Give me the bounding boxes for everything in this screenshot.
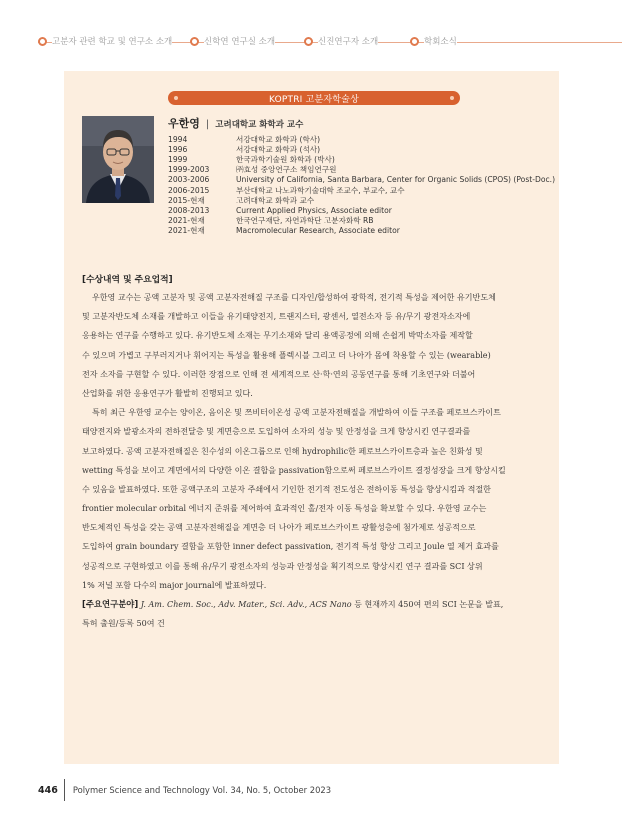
body-line: wetting 특성을 보이고 계면에서의 다양한 이온 결합을 passivation함으로써 페로브스카이트 결정성장을 크게 향상시킬	[82, 465, 506, 475]
career-year: 2021-현재	[168, 226, 205, 236]
career-desc: 고려대학교 화학과 교수	[236, 195, 315, 205]
page-number: 446	[38, 784, 58, 796]
achievements-section	[82, 272, 548, 633]
career-year: 2008-2013	[168, 205, 210, 215]
career-year: 2006-2015	[168, 185, 210, 195]
career-row	[168, 165, 555, 175]
career-row	[168, 144, 555, 154]
body-line: 성공적으로 구현하였고 이를 통해 유/무기 광전소자의 성능과 안정성을 획기적으로 향상시킨 연구 결과를 SCI 상위	[82, 561, 483, 571]
body-line: 도입하여 grain boundary 결함을 포함한 inner defect passivation, 전기적 특성 향상 그리고 Joule 열 제거 효과를	[82, 542, 499, 552]
career-list	[168, 134, 555, 236]
career-desc: 서강대학교 화학과 (학사)	[236, 134, 321, 144]
career-row	[168, 134, 555, 144]
career-desc: Current Applied Physics, Associate editor	[236, 205, 392, 215]
career-year: 2015-현재	[168, 195, 205, 205]
nav-item-label: 신학연 연구실 소개	[204, 37, 276, 47]
nav-bullet-icon	[38, 37, 47, 46]
body-line: 산업화를 위한 응용연구가 활발히 진행되고 있다.	[82, 388, 253, 398]
footer-divider	[64, 779, 65, 801]
career-desc: University of California, Santa Barbara, Center for Organic Solids (CPOS) (Post-Doc.)	[236, 175, 556, 185]
body-line: 전자 소자를 구현할 수 있다. 이러한 장점으로 인해 전 세계적으로 산·학·연의 공동연구를 통해 기초연구와 더불어	[82, 369, 476, 379]
body-line: 반도체적인 특성을 갖는 공액 고분자전해질을 계면층 더 나아가 페로브스카이트 광활성층에 첨가제로 성공적으로	[82, 523, 476, 533]
profile-photo	[82, 116, 154, 203]
career-year: 2003-2006	[168, 175, 210, 185]
career-row	[168, 216, 555, 226]
career-row	[168, 154, 555, 164]
body-line: 특허 출원/등록 50여 건	[82, 619, 165, 629]
career-year: 2021-현재	[168, 216, 205, 226]
body-line: 우한영 교수는 공액 고분자 및 공액 고분자전해질 구조를 디자인/합성하여 광학적, 전기적 특성을 제어한 유기반도체	[92, 293, 496, 302]
research-text: 등 현재까지 450여 편의 SCI 논문을 발표,	[351, 600, 504, 609]
nav-item-label: 신진연구자 소개	[318, 37, 379, 47]
career-row	[168, 185, 555, 195]
award-banner	[168, 91, 460, 105]
body-line: 및 고분자반도체 소재를 개발하고 이들을 유기태양전지, 트랜지스터, 광센서, 열전소자 등 유/무기 광전자소자에	[82, 312, 471, 322]
career-year: 1999-2003	[168, 165, 210, 175]
section-heading: [수상내역 및 주요업적]	[82, 275, 173, 285]
page-footer	[38, 782, 331, 798]
body-line: 특히 최근 우한영 교수는 양이온, 음이온 및 쯔비터이온성 공액 고분자전해질을 개발하여 이들 구조를 페로브스카이트	[92, 408, 501, 418]
nav-item-new-researchers[interactable]	[304, 33, 378, 49]
body-line: 1% 저널 포함 다수의 major journal에 발표하였다.	[82, 580, 267, 590]
nav-item-industry-labs[interactable]	[190, 33, 275, 49]
top-navigation	[0, 0, 622, 56]
career-desc: 서강대학교 화학과 (석사)	[236, 144, 321, 154]
career-year: 1999	[168, 154, 188, 164]
career-desc: 한국연구재단, 자연과학단 고분자화학 RB	[236, 216, 374, 226]
nav-bullet-icon	[190, 37, 199, 46]
banner-dot-icon	[174, 96, 178, 100]
body-line: 수 있음을 발표하였다. 또한 공액구조의 고분자 주쇄에서 기인한 전기적 전도성은 전하이동 특성을 향상시킴과 적절한	[82, 484, 491, 494]
nav-item-society-news[interactable]	[410, 33, 457, 49]
body-line: 태양전지와 발광소자의 전하전달층 및 계면층으로 도입하여 소자의 성능 및 안정성을 크게 향상시킨 연구결과를	[82, 427, 471, 437]
career-row	[168, 195, 555, 205]
person-affiliation: 고려대학교 화학과 교수	[215, 120, 304, 130]
journal-citation: Polymer Science and Technology Vol. 34, No. 5, October 2023	[72, 785, 332, 795]
nav-item-labs[interactable]	[38, 33, 172, 49]
nav-bullet-icon	[410, 37, 419, 46]
person-name: 우한영	[168, 117, 200, 130]
award-panel	[64, 71, 559, 764]
profile-heading	[168, 115, 303, 131]
career-year: 1996	[168, 144, 188, 154]
career-row	[168, 226, 555, 236]
research-line	[82, 595, 548, 614]
banner-dot-icon	[450, 96, 454, 100]
body-line: 수 있으며 가볍고 구부러지거나 휘어지는 특성을 활용해 플렉시블 그리고 더 나아가 몸에 착용할 수 있는 (wearable)	[82, 350, 491, 360]
career-year: 1994	[168, 134, 188, 144]
nav-item-label: 학회소식	[424, 37, 457, 47]
career-desc: 한국과학기술원 화학과 (박사)	[236, 154, 335, 164]
name-separator: |	[205, 119, 210, 130]
nav-item-label: 고분자 관련 학교 및 연구소 소개	[52, 37, 173, 47]
career-desc: 부산대학교 나노과학기술대학 조교수, 부교수, 교수	[236, 185, 405, 195]
nav-bullet-icon	[304, 37, 313, 46]
portrait-image	[82, 116, 154, 203]
career-row	[168, 175, 555, 185]
research-label: [주요연구분야]	[82, 599, 139, 609]
career-desc: ㈜효성 중앙연구소 책임연구원	[236, 165, 337, 175]
award-title: KOPTRI 고분자학술상	[269, 94, 359, 105]
body-line: 보고하였다. 공액 고분자전해질은 친수성의 이온그룹으로 인해 hydrophilic한 페로브스카이트층과 높은 친화성 및	[82, 446, 483, 456]
journal-list: J. Am. Chem. Soc., Adv. Mater., Sci. Adv., ACS Nano	[140, 600, 352, 609]
career-row	[168, 205, 555, 215]
body-line: frontier molecular orbital 에너지 준위를 제어하여 효과적인 홀/전자 이동 특성을 확보할 수 있다. 우한영 교수는	[82, 504, 487, 514]
body-line: 응용하는 연구를 수행하고 있다. 유기반도체 소재는 무기소재와 달리 용액공정에 의해 손쉽게 박막소자를 제작할	[82, 331, 473, 341]
career-desc: Macromolecular Research, Associate editor	[236, 226, 400, 236]
